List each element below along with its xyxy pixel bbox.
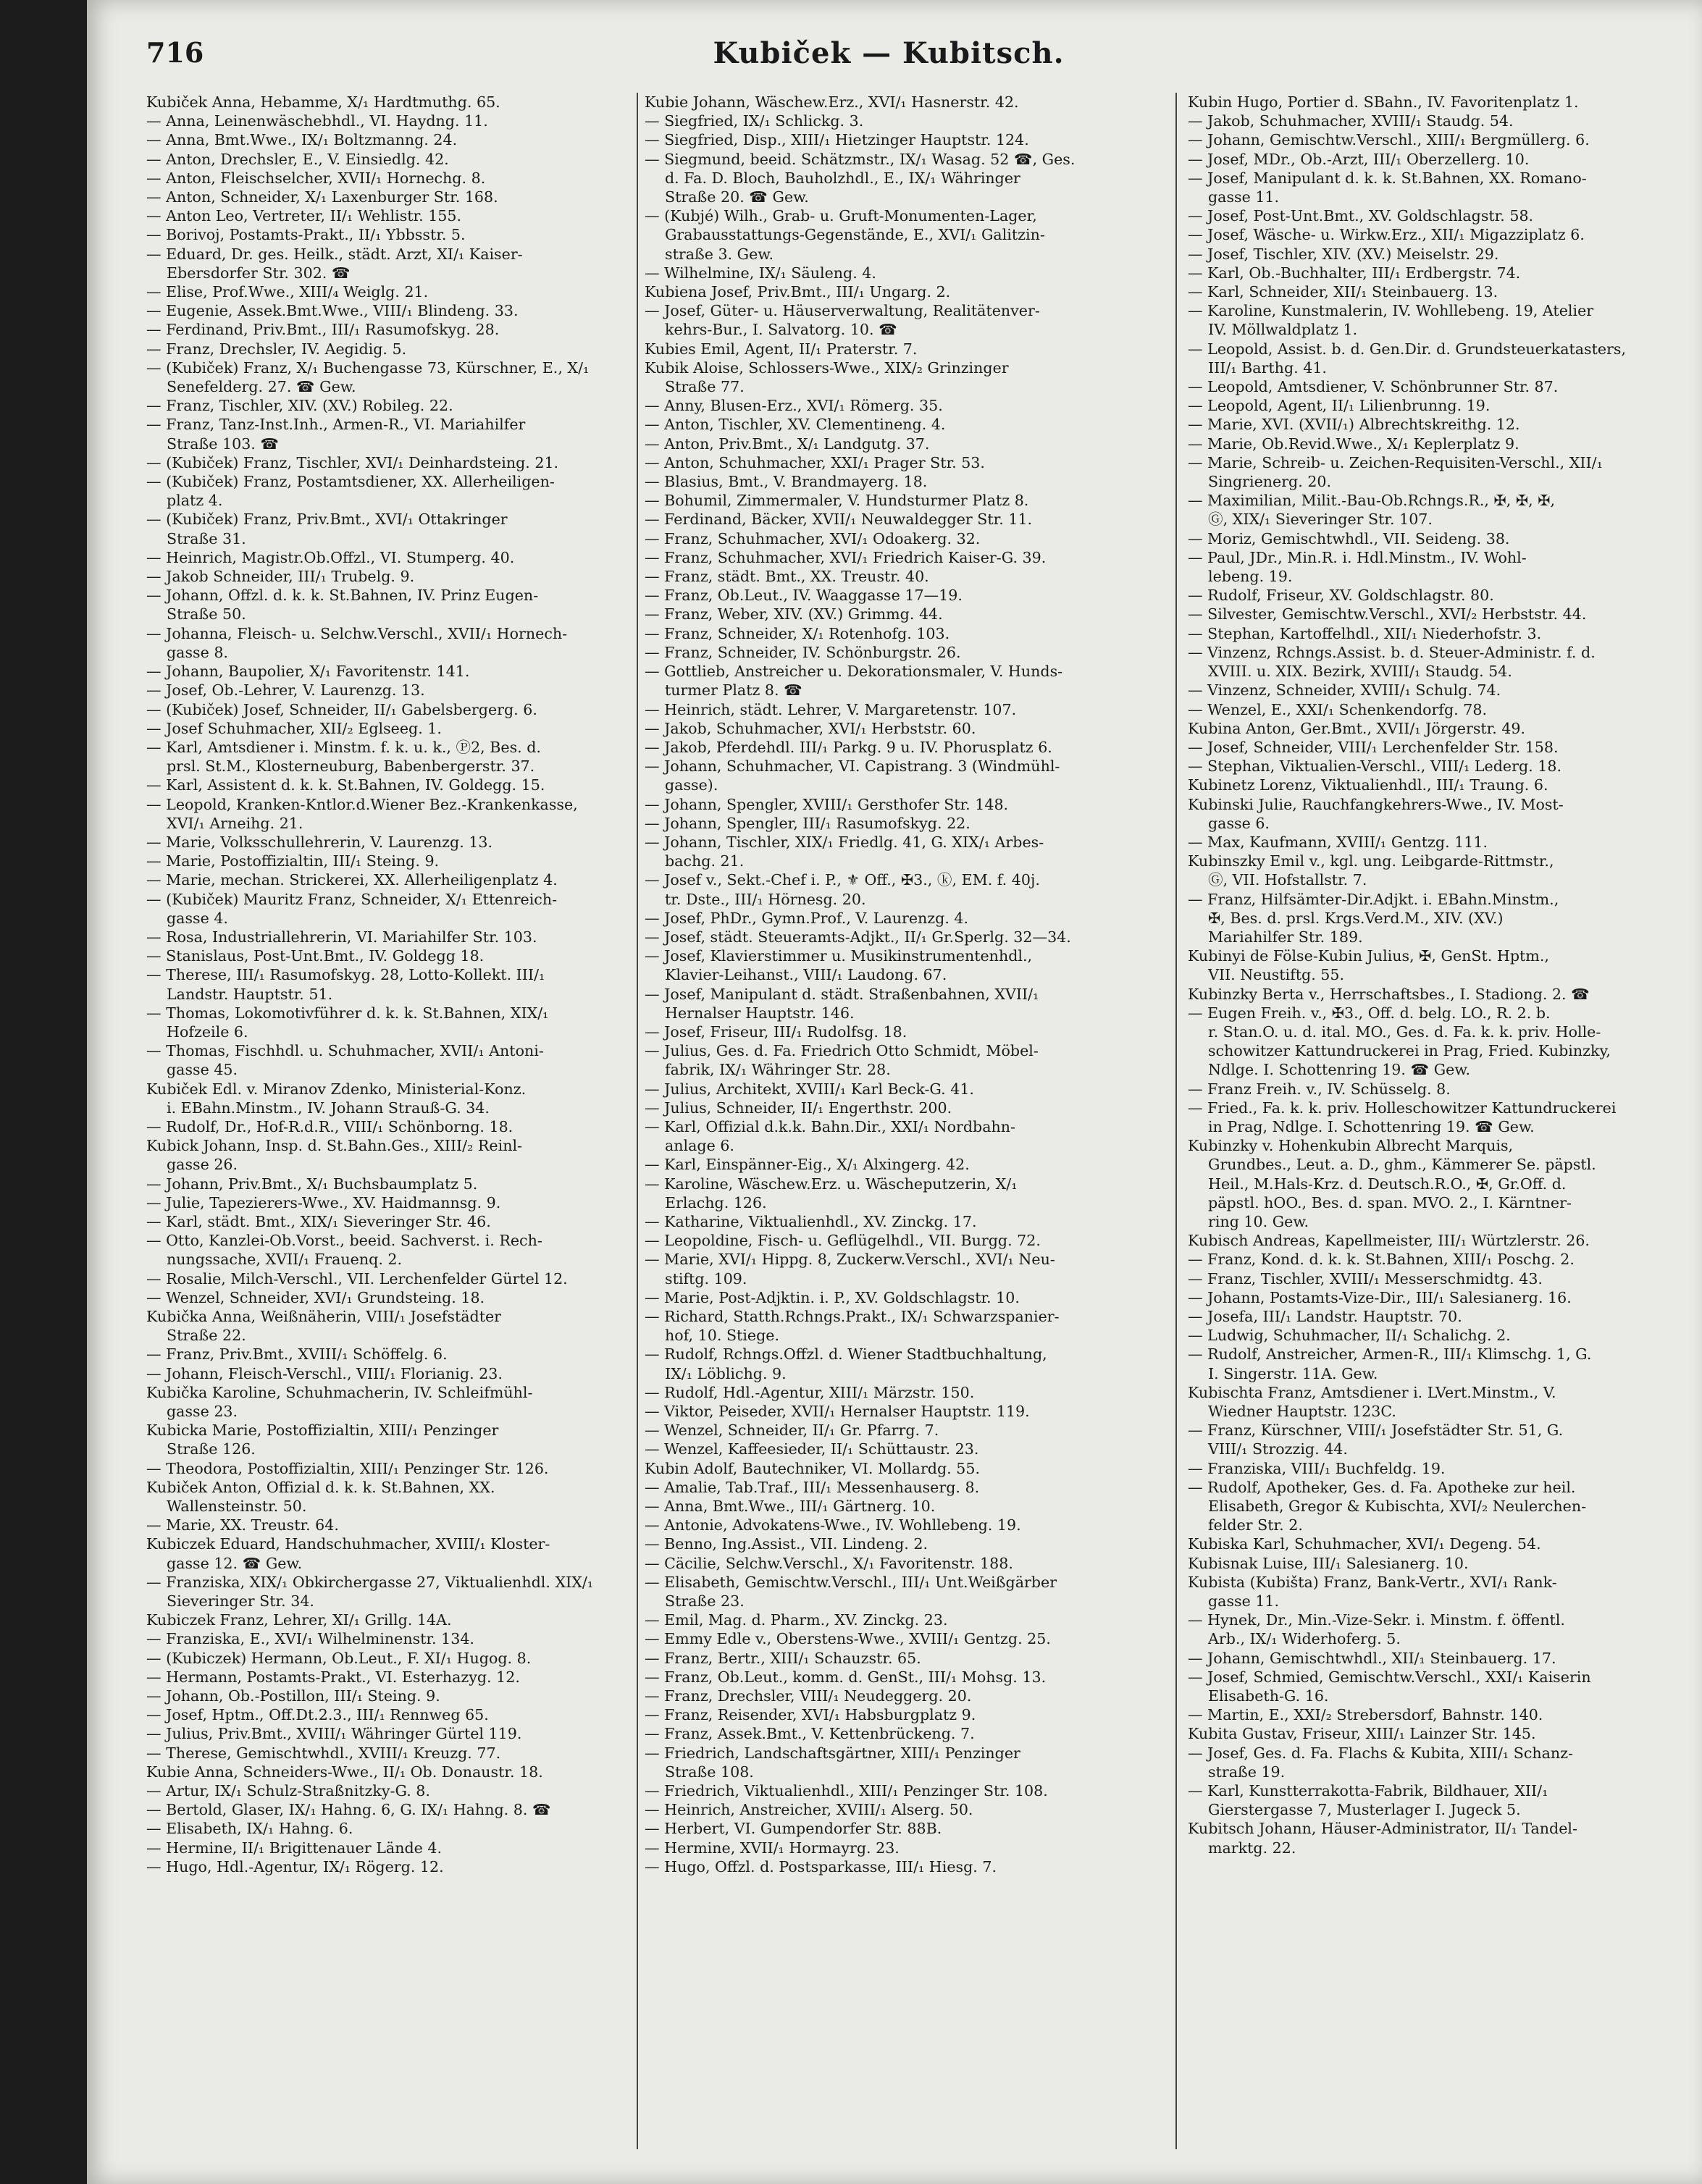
directory-entry-line: — Marie, Postoffizialtin, III/₁ Steing. 9. <box>146 852 440 870</box>
directory-entry-line: — Johann, Spengler, III/₁ Rasumofskyg. 22. <box>645 814 971 832</box>
entry-continuation-line: gasse 12. ☎ Gew. <box>167 1554 303 1572</box>
directory-entry-line: — Siegfried, IX/₁ Schlickg. 3. <box>645 112 864 130</box>
directory-entry-line: — Borivoj, Postamts-Prakt., II/₁ Ybbsstr. 5. <box>146 226 466 244</box>
directory-entry-line: — Anton Leo, Vertreter, II/₁ Wehlistr. 155. <box>146 207 462 225</box>
directory-entry-line: — Karl, Assistent d. k. k. St.Bahnen, IV. Goldegg. 15. <box>146 776 545 794</box>
entry-continuation-line: d. Fa. D. Bloch, Bauholzhdl., E., IX/₁ Währinger <box>665 169 1020 187</box>
directory-entry-line: — Franz, Schuhmacher, XVI/₁ Odoakerg. 32. <box>645 529 981 547</box>
directory-entry-line: — Bertold, Glaser, IX/₁ Hahng. 6, G. IX/₁ Hahng. 8. ☎ <box>146 1801 551 1819</box>
directory-entry-line: — Franz Freih. v., IV. Schüsselg. 8. <box>1188 1080 1451 1098</box>
directory-entry-line: — Wenzel, Schneider, II/₁ Gr. Pfarrg. 7. <box>645 1421 939 1440</box>
directory-entry-line: — Marie, XX. Treustr. 64. <box>146 1516 339 1534</box>
directory-entry-line: — Josef, PhDr., Gymn.Prof., V. Laurenzg. 4. <box>645 909 969 927</box>
directory-entry-line: — Rudolf, Anstreicher, Armen-R., III/₁ Klimschg. 1, G. <box>1188 1345 1592 1364</box>
directory-entry-line: — Anton, Schneider, X/₁ Laxenburger Str. 168. <box>146 188 498 206</box>
directory-entry-line: — Artur, IX/₁ Schulz-Straßnitzky-G. 8. <box>146 1782 430 1800</box>
directory-entry-line: — Ferdinand, Priv.Bmt., III/₁ Rasumofskyg. 28. <box>146 321 500 339</box>
directory-entry-line: — Vinzenz, Rchngs.Assist. b. d. Steuer-Administr. f. d. <box>1188 643 1596 661</box>
directory-entry-line: — Franz, Ob.Leut., IV. Waaggasse 17—19. <box>645 587 963 605</box>
directory-entry-line: — Benno, Ing.Assist., VII. Lindeng. 2. <box>645 1535 928 1553</box>
directory-entry-line: Kubie Anna, Schneiders-Wwe., II/₁ Ob. Donaustr. 18. <box>146 1763 543 1781</box>
directory-entry-line: — (Kubiček) Franz, Postamtsdiener, XX. Allerheiligen- <box>146 473 555 491</box>
directory-entry-line: — Paul, JDr., Min.R. i. Hdl.Minstm., IV. Wohl- <box>1188 548 1527 566</box>
directory-entry-line: — (Kubiček) Mauritz Franz, Schneider, X/₁ Ettenreich- <box>146 890 558 908</box>
directory-entry-line: Kubiček Anna, Hebamme, X/₁ Hardtmuthg. 65. <box>146 93 500 111</box>
entry-continuation-line: Erlachg. 126. <box>665 1193 767 1211</box>
directory-entry-line: — Franziska, E., XVI/₁ Wilhelminenstr. 134. <box>146 1630 474 1648</box>
directory-entry-line: — Karl, Ob.-Buchhalter, III/₁ Erdbergstr. 74. <box>1188 264 1521 282</box>
directory-entry-line: Kubiena Josef, Priv.Bmt., III/₁ Ungarg. 2. <box>645 283 951 301</box>
directory-entry-line: — Johann, Spengler, XVIII/₁ Gersthofer Str. 148. <box>645 795 1009 813</box>
entry-continuation-line: Arb., IX/₁ Widerhoferg. 5. <box>1208 1630 1401 1648</box>
directory-entry-line: — Anny, Blusen-Erz., XVI/₁ Römerg. 35. <box>645 397 943 415</box>
directory-entry-line: — Franz, Kürschner, VIII/₁ Josefstädter Str. 51, G. <box>1188 1421 1564 1440</box>
entry-continuation-line: straße 3. Gew. <box>665 245 774 263</box>
directory-entry-line: — Heinrich, Magistr.Ob.Offzl., VI. Stumperg. 40. <box>146 548 515 566</box>
directory-entry-line: — Franz, Priv.Bmt., XVIII/₁ Schöffelg. 6. <box>146 1345 448 1364</box>
directory-entry-line: — Leopold, Amtsdiener, V. Schönbrunner Str. 87. <box>1188 378 1559 396</box>
entry-continuation-line: gasse 23. <box>167 1403 238 1421</box>
directory-entry-line: — Josef, Güter- u. Häuserverwaltung, Realitätenver- <box>645 302 1040 320</box>
column-divider <box>1175 93 1177 2149</box>
entry-continuation-line: IV. Möllwaldplatz 1. <box>1208 321 1358 339</box>
entry-continuation-line: Straße 50. <box>167 605 246 623</box>
directory-entry-line: Kubiček Anton, Offizial d. k. k. St.Bahnen, XX. <box>146 1478 495 1496</box>
directory-entry-line: — Josef, Schmied, Gemischtw.Verschl., XXI/₁ Kaiserin <box>1188 1668 1591 1686</box>
directory-entry-line: — Franz, Weber, XIV. (XV.) Grimmg. 44. <box>645 605 943 623</box>
directory-entry-line: — Franz, Schneider, IV. Schönburgstr. 26. <box>645 643 961 661</box>
directory-entry-line: — Hynek, Dr., Min.-Vize-Sekr. i. Minstm. f. öffentl. <box>1188 1611 1565 1629</box>
directory-entry-line: — Marie, Volksschullehrerin, V. Laurenzg. 13. <box>146 833 493 851</box>
directory-entry-line: — Johanna, Fleisch- u. Selchw.Verschl., XVII/₁ Hornech- <box>146 624 568 642</box>
entry-continuation-line: Ebersdorfer Str. 302. ☎ <box>167 264 351 282</box>
directory-entry-line: — Leopold, Assist. b. d. Gen.Dir. d. Grundsteuerkatasters, <box>1188 340 1627 358</box>
entry-continuation-line: fabrik, IX/₁ Währinger Str. 28. <box>665 1061 891 1079</box>
directory-entry-line: — Josefa, III/₁ Landstr. Hauptstr. 70. <box>1188 1308 1462 1325</box>
directory-entry-line: — Thomas, Fischhdl. u. Schuhmacher, XVII/₁ Antoni- <box>146 1042 544 1060</box>
directory-entry-line: Kubita Gustav, Friseur, XIII/₁ Lainzer Str. 145. <box>1188 1725 1536 1743</box>
directory-entry-line: — Karoline, Kunstmalerin, IV. Wohllebeng. 19, Atelier <box>1188 302 1594 320</box>
entry-continuation-line: marktg. 22. <box>1208 1839 1296 1857</box>
directory-entry-line: — Eugen Freih. v., ✠3., Off. d. belg. LO., R. 2. b. <box>1188 1004 1551 1022</box>
directory-entry-line: — Hugo, Hdl.-Agentur, IX/₁ Rögerg. 12. <box>146 1857 444 1876</box>
directory-entry-line: — Marie, Ob.Revid.Wwe., X/₁ Keplerplatz 9. <box>1188 434 1519 453</box>
directory-entry-line: Kubiček Edl. v. Miranov Zdenko, Ministerial-Konz. <box>146 1080 527 1098</box>
directory-entry-line: — Vinzenz, Schneider, XVIII/₁ Schulg. 74. <box>1188 681 1501 700</box>
directory-entry-line: — Franziska, XIX/₁ Obkirchergasse 27, Viktualienhdl. XIX/₁ <box>146 1573 594 1591</box>
entry-continuation-line: anlage 6. <box>665 1137 734 1155</box>
directory-entry-line: — Josef, Wäsche- u. Wirkw.Erz., XII/₁ Migazziplatz 6. <box>1188 226 1585 244</box>
directory-entry-line: — Wenzel, Kaffeesieder, II/₁ Schüttaustr. 23. <box>645 1440 979 1458</box>
directory-entry-line: — Eugenie, Assek.Bmt.Wwe., VIII/₁ Blindeng. 33. <box>146 302 519 320</box>
directory-entry-line: — Josef, MDr., Ob.-Arzt, III/₁ Oberzellerg. 10. <box>1188 150 1530 168</box>
directory-entry-line: — Rudolf, Dr., Hof-R.d.R., VIII/₁ Schönborng. 18. <box>146 1117 513 1135</box>
directory-column-3 <box>1188 93 1688 2164</box>
directory-entry-line: — Otto, Kanzlei-Ob.Vorst., beeid. Sachverst. i. Rech- <box>146 1232 542 1250</box>
directory-entry-line: Kubiczek Franz, Lehrer, XI/₁ Grillg. 14A. <box>146 1611 452 1629</box>
directory-entry-line: — Josef v., Sekt.-Chef i. P., ⚜ Off., ✠3., ⓚ, EM. f. 40j. <box>645 871 1040 889</box>
directory-entry-line: — Anna, Bmt.Wwe., III/₁ Gärtnerg. 10. <box>645 1498 936 1516</box>
entry-continuation-line: Ⓖ, VII. Hofstallstr. 7. <box>1208 871 1367 889</box>
directory-entry-line: — Blasius, Bmt., V. Brandmayerg. 18. <box>645 473 928 491</box>
directory-entry-line: — Ferdinand, Bäcker, XVII/₁ Neuwaldegger Str. 11. <box>645 511 1033 529</box>
entry-continuation-line: gasse 4. <box>167 909 228 927</box>
entry-continuation-line: straße 19. <box>1208 1763 1286 1781</box>
directory-entry-line: Kubisnak Luise, III/₁ Salesianerg. 10. <box>1188 1554 1469 1572</box>
directory-entry-line: — Marie, Schreib- u. Zeichen-Requisiten-Verschl., XII/₁ <box>1188 453 1603 471</box>
page-header <box>146 36 1631 87</box>
directory-entry-line: Kubinski Julie, Rauchfangkehrers-Wwe., IV. Most- <box>1188 795 1564 813</box>
entry-continuation-line: Straße 23. <box>665 1592 745 1610</box>
directory-entry-line: — Julius, Ges. d. Fa. Friedrich Otto Schmidt, Möbel- <box>645 1042 1039 1060</box>
directory-entry-line: — Moriz, Gemischtwhdl., VII. Seideng. 38. <box>1188 529 1510 547</box>
directory-entry-line: — Jakob Schneider, III/₁ Trubelg. 9. <box>146 568 415 586</box>
page-number: 716 <box>146 36 204 69</box>
directory-entry-line: — Franz, Kond. d. k. k. St.Bahnen, XIII/₁ Poschg. 2. <box>1188 1251 1575 1269</box>
entry-continuation-line: schowitzer Kattundruckerei in Prag, Fried. Kubinzky, <box>1208 1042 1611 1060</box>
directory-entry-line: — Karoline, Wäschew.Erz. u. Wäscheputzerin, X/₁ <box>645 1175 1018 1193</box>
directory-entry-line: Kubies Emil, Agent, II/₁ Praterstr. 7. <box>645 340 918 358</box>
directory-entry-line: — Franz, Tanz-Inst.Inh., Armen-R., VI. Mariahilfer <box>146 416 526 434</box>
entry-continuation-line: Hofzeile 6. <box>167 1022 248 1041</box>
directory-entry-line: — Karl, Kunstterrakotta-Fabrik, Bildhauer, XII/₁ <box>1188 1782 1548 1800</box>
directory-entry-line: — Fried., Fa. k. k. priv. Holleschowitzer Kattundruckerei <box>1188 1099 1617 1117</box>
directory-entry-line: — Josef, Ob.-Lehrer, V. Laurenzg. 13. <box>146 681 425 700</box>
directory-entry-line: — Max, Kaufmann, XVIII/₁ Gentzg. 111. <box>1188 833 1488 851</box>
entry-continuation-line: turmer Platz 8. ☎ <box>665 681 802 700</box>
directory-entry-line: — Hermine, II/₁ Brigittenauer Lände 4. <box>146 1839 443 1857</box>
entry-continuation-line: Straße 31. <box>167 529 246 547</box>
directory-entry-line: — Stanislaus, Post-Unt.Bmt., IV. Goldegg 18. <box>146 947 485 965</box>
directory-entry-line: — Siegmund, beeid. Schätzmstr., IX/₁ Wasag. 52 ☎, Ges. <box>645 150 1076 168</box>
directory-entry-line: Kubisch Andreas, Kapellmeister, III/₁ Würtzlerstr. 26. <box>1188 1232 1590 1250</box>
entry-continuation-line: Straße 22. <box>167 1327 246 1345</box>
entry-continuation-line: Heil., M.Hals-Krz. d. Deutsch.R.O., ✠, Gr.Off. d. <box>1208 1175 1567 1193</box>
directory-entry-line: — Siegfried, Disp., XIII/₁ Hietzinger Hauptstr. 124. <box>645 131 1029 149</box>
entry-continuation-line: VIII/₁ Strozzig. 44. <box>1208 1440 1348 1458</box>
directory-entry-line: — Bohumil, Zimmermaler, V. Hundsturmer Platz 8. <box>645 492 1029 510</box>
directory-entry-line: — Elisabeth, IX/₁ Hahng. 6. <box>146 1820 353 1838</box>
directory-entry-line: — Leopoldine, Fisch- u. Geflügelhdl., VII. Burgg. 72. <box>645 1232 1041 1250</box>
entry-continuation-line: Senefelderg. 27. ☎ Gew. <box>167 378 356 396</box>
directory-entry-line: — Thomas, Lokomotivführer d. k. k. St.Bahnen, XIX/₁ <box>146 1004 549 1022</box>
entry-continuation-line: kehrs-Bur., I. Salvatorg. 10. ☎ <box>665 321 897 339</box>
entry-continuation-line: gasse). <box>665 776 718 794</box>
directory-entry-line: — (Kubiček) Franz, Priv.Bmt., XVI/₁ Ottakringer <box>146 511 508 529</box>
directory-entry-line: — Herbert, VI. Gumpendorfer Str. 88B. <box>645 1820 942 1838</box>
entry-continuation-line: Landstr. Hauptstr. 51. <box>167 985 333 1003</box>
directory-entry-line: — Rudolf, Friseur, XV. Goldschlagstr. 80. <box>1188 587 1494 605</box>
entry-continuation-line: gasse 45. <box>167 1061 238 1079</box>
entry-continuation-line: ✠, Bes. d. prsl. Krgs.Verd.M., XIV. (XV.) <box>1208 909 1504 927</box>
entry-continuation-line: Ⓖ, XIX/₁ Sieveringer Str. 107. <box>1208 511 1433 529</box>
directory-entry-line: — Johann, Postamts-Vize-Dir., III/₁ Salesianerg. 16. <box>1188 1288 1572 1306</box>
directory-entry-line: — Josef, Manipulant d. k. k. St.Bahnen, XX. Romano- <box>1188 169 1587 187</box>
directory-entry-line: — Friedrich, Viktualienhdl., XIII/₁ Penzinger Str. 108. <box>645 1782 1048 1800</box>
directory-entry-line: Kubin Adolf, Bautechniker, VI. Mollardg. 55. <box>645 1459 981 1477</box>
directory-entry-line: — Friedrich, Landschaftsgärtner, XIII/₁ Penzinger <box>645 1744 1020 1762</box>
directory-entry-line: — Franz, Schuhmacher, XVI/₁ Friedrich Kaiser-G. 39. <box>645 548 1047 566</box>
directory-entry-line: Kubik Aloise, Schlossers-Wwe., XIX/₂ Grinzinger <box>645 358 1009 377</box>
directory-entry-line: — Franz, Tischler, XIV. (XV.) Robileg. 22. <box>146 397 453 415</box>
directory-entry-line: — Wilhelmine, IX/₁ Säuleng. 4. <box>645 264 876 282</box>
directory-entry-line: Kubista (Kubišta) Franz, Bank-Vertr., XVI/₁ Rank- <box>1188 1573 1557 1591</box>
directory-entry-line: — Antonie, Advokatens-Wwe., IV. Wohllebeng. 19. <box>645 1516 1021 1534</box>
directory-entry-line: — Anna, Leinenwäschebhdl., VI. Haydng. 11. <box>146 112 488 130</box>
directory-entry-line: — Jakob, Schuhmacher, XVIII/₁ Staudg. 54. <box>1188 112 1514 130</box>
entry-continuation-line: Singrienerg. 20. <box>1208 473 1332 491</box>
entry-continuation-line: nungssache, XVII/₁ Frauenq. 2. <box>167 1251 403 1269</box>
entry-continuation-line: Grabausstattungs-Gegenstände, E., XVI/₁ Galitzin- <box>665 226 1045 244</box>
entry-continuation-line: IX/₁ Löblichg. 9. <box>665 1364 787 1382</box>
directory-entry-line: — Franz, Schneider, X/₁ Rotenhofg. 103. <box>645 624 950 642</box>
directory-entry-line: — Franz, Reisender, XVI/₁ Habsburgplatz 9. <box>645 1706 976 1724</box>
directory-entry-line: — Therese, Gemischtwhdl., XVIII/₁ Kreuzg. 77. <box>146 1744 501 1762</box>
directory-entry-line: — Josef, städt. Steueramts-Adjkt., II/₁ Gr.Sperlg. 32—34. <box>645 928 1071 946</box>
directory-entry-line: — Elise, Prof.Wwe., XIII/₄ Weiglg. 21. <box>146 283 429 301</box>
entry-continuation-line: tr. Dste., III/₁ Hörnesg. 20. <box>665 890 866 908</box>
entry-continuation-line: Elisabeth, Gregor & Kubischta, XVI/₂ Neulerchen- <box>1208 1498 1587 1516</box>
entry-continuation-line: Wallensteinstr. 50. <box>167 1498 307 1516</box>
entry-continuation-line: gasse 11. <box>1208 188 1280 206</box>
directory-entry-line: — Johann, Gemischtwhdl., XII/₁ Steinbauerg. 17. <box>1188 1649 1556 1667</box>
directory-entry-line: — (Kubiček) Franz, X/₁ Buchengasse 73, Kürschner, E., X/₁ <box>146 358 590 377</box>
entry-continuation-line: bachg. 21. <box>665 852 745 870</box>
entry-continuation-line: i. EBahn.Minstm., IV. Johann Strauß-G. 34. <box>167 1099 490 1117</box>
directory-entry-line: Kubinzky Berta v., Herrschaftsbes., I. Stadiong. 2. ☎ <box>1188 985 1590 1003</box>
directory-entry-line: — Marie, XVI. (XVII/₁) Albrechtskreithg. 12. <box>1188 416 1520 434</box>
directory-entry-line: — Julie, Tapezierers-Wwe., XV. Haidmannsg. 9. <box>146 1193 501 1211</box>
directory-entry-line: — Stephan, Viktualien-Verschl., VIII/₁ Lederg. 18. <box>1188 757 1561 776</box>
directory-entry-line: Kubinzky v. Hohenkubin Albrecht Marquis, <box>1188 1137 1514 1155</box>
directory-entry-line: — Marie, Post-Adjktin. i. P., XV. Goldschlagstr. 10. <box>645 1288 1020 1306</box>
directory-entry-line: — Franz, Ob.Leut., komm. d. GenSt., III/₁ Mohsg. 13. <box>645 1668 1047 1686</box>
entry-continuation-line: Gierstergasse 7, Musterlager I. Jugeck 5. <box>1208 1801 1521 1819</box>
entry-continuation-line: r. Stan.O. u. d. ital. MO., Ges. d. Fa. k. k. priv. Holle- <box>1208 1022 1601 1041</box>
entry-continuation-line: I. Singerstr. 11A. Gew. <box>1208 1364 1378 1382</box>
directory-entry-line: — Martin, E., XXI/₂ Strebersdorf, Bahnstr. 140. <box>1188 1706 1543 1724</box>
entry-continuation-line: Elisabeth-G. 16. <box>1208 1687 1329 1705</box>
directory-entry-line: — Karl, Schneider, XII/₁ Steinbauerg. 13. <box>1188 283 1498 301</box>
entry-continuation-line: gasse 26. <box>167 1156 238 1174</box>
directory-entry-line: — Johann, Fleisch-Verschl., VIII/₁ Florianig. 23. <box>146 1364 503 1382</box>
directory-entry-line: — Julius, Priv.Bmt., XVIII/₁ Währinger Gürtel 119. <box>146 1725 522 1743</box>
directory-entry-line: — Rudolf, Apotheker, Ges. d. Fa. Apotheke zur heil. <box>1188 1478 1576 1496</box>
directory-entry-line: — Julius, Architekt, XVIII/₁ Karl Beck-G. 41. <box>645 1080 974 1098</box>
directory-entry-line: Kubick Johann, Insp. d. St.Bahn.Ges., XIII/₂ Reinl- <box>146 1137 523 1155</box>
entry-continuation-line: XVIII. u. XIX. Bezirk, XVIII/₁ Staudg. 54. <box>1208 663 1512 681</box>
directory-entry-line: — Heinrich, städt. Lehrer, V. Margaretenstr. 107. <box>645 700 1017 718</box>
directory-entry-line: Kubinyi de Fölse-Kubin Julius, ✠, GenSt. Hptm., <box>1188 947 1549 965</box>
directory-entry-line: — Johann, Baupolier, X/₁ Favoritenstr. 141. <box>146 663 470 681</box>
directory-entry-line: — Leopold, Kranken-Kntlor.d.Wiener Bez.-Krankenkasse, <box>146 795 578 813</box>
directory-entry-line: — Anton, Priv.Bmt., X/₁ Landgutg. 37. <box>645 434 930 453</box>
directory-entry-line: — Ludwig, Schuhmacher, II/₁ Schalichg. 2. <box>1188 1327 1511 1345</box>
entry-continuation-line: Straße 77. <box>665 378 745 396</box>
entry-continuation-line: platz 4. <box>167 492 223 510</box>
directory-entry-line: Kubiska Karl, Schuhmacher, XVI/₁ Degeng. 54. <box>1188 1535 1541 1553</box>
directory-entry-line: — Johann, Offzl. d. k. k. St.Bahnen, IV. Prinz Eugen- <box>146 587 539 605</box>
directory-entry-line: — Franz, Assek.Bmt., V. Kettenbrückeng. 7. <box>645 1725 975 1743</box>
directory-entry-line: — Karl, städt. Bmt., XIX/₁ Sieveringer Str. 46. <box>146 1212 491 1230</box>
directory-entry-line: — Emil, Mag. d. Pharm., XV. Zinckg. 23. <box>645 1611 948 1629</box>
entry-continuation-line: Straße 103. ☎ <box>167 434 280 453</box>
directory-entry-line: — Josef, Klavierstimmer u. Musikinstrumentenhdl., <box>645 947 1033 965</box>
directory-entry-line: — Franz, Bertr., XIII/₁ Schauzstr. 65. <box>645 1649 921 1667</box>
directory-entry-line: Kubitsch Johann, Häuser-Administrator, II/₁ Tandel- <box>1188 1820 1577 1838</box>
directory-entry-line: — Anna, Bmt.Wwe., IX/₁ Boltzmanng. 24. <box>146 131 458 149</box>
entry-continuation-line: in Prag, Ndlge. I. Schottenring 19. ☎ Gew. <box>1208 1117 1535 1135</box>
directory-entry-line: Kubischta Franz, Amtsdiener i. LVert.Minstm., V. <box>1188 1383 1556 1401</box>
entry-continuation-line: Wiedner Hauptstr. 123C. <box>1208 1403 1396 1421</box>
entry-continuation-line: ring 10. Gew. <box>1208 1212 1309 1230</box>
directory-entry-line: — Therese, III/₁ Rasumofskyg. 28, Lotto-Kollekt. III/₁ <box>146 966 545 984</box>
directory-entry-line: Kubie Johann, Wäschew.Erz., XVI/₁ Hasnerstr. 42. <box>645 93 1019 111</box>
directory-entry-line: Kubička Karoline, Schuhmacherin, IV. Schleifmühl- <box>146 1383 533 1401</box>
directory-entry-line: — Richard, Statth.Rchngs.Prakt., IX/₁ Schwarzspanier- <box>645 1308 1060 1325</box>
entry-continuation-line: Hernalser Hauptstr. 146. <box>665 1004 855 1022</box>
directory-entry-line: — Franziska, VIII/₁ Buchfeldg. 19. <box>1188 1459 1446 1477</box>
directory-entry-line: — Hugo, Offzl. d. Postsparkasse, III/₁ Hiesg. 7. <box>645 1857 997 1876</box>
directory-entry-line: — Karl, Offizial d.k.k. Bahn.Dir., XXI/₁ Nordbahn- <box>645 1117 1015 1135</box>
directory-entry-line: — Rudolf, Hdl.-Agentur, XIII/₁ Märzstr. 150. <box>645 1383 975 1401</box>
entry-continuation-line: Straße 126. <box>167 1440 256 1458</box>
directory-entry-line: — Franz, Drechsler, IV. Aegidig. 5. <box>146 340 407 358</box>
directory-entry-line: — Silvester, Gemischtw.Verschl., XVI/₂ Herbststr. 44. <box>1188 605 1587 623</box>
directory-entry-line: — Stephan, Kartoffelhdl., XII/₁ Niederhofstr. 3. <box>1188 624 1542 642</box>
directory-entry-line: — (Kubjé) Wilh., Grab- u. Gruft-Monumenten-Lager, <box>645 207 1037 225</box>
page-title: Kubiček — Kubitsch. <box>713 36 1065 70</box>
directory-column-1 <box>146 93 646 2164</box>
directory-entry-line: — Heinrich, Anstreicher, XVIII/₁ Alserg. 50. <box>645 1801 973 1819</box>
directory-entry-line: — Josef, Schneider, VIII/₁ Lerchenfelder Str. 158. <box>1188 738 1559 756</box>
directory-entry-line: — Theodora, Postoffizialtin, XIII/₁ Penzinger Str. 126. <box>146 1459 549 1477</box>
directory-entry-line: — Franz, Drechsler, VIII/₁ Neudeggerg. 20. <box>645 1687 972 1705</box>
directory-entry-line: — Josef, Friseur, III/₁ Rudolfsg. 18. <box>645 1022 907 1041</box>
directory-entry-line: — Johann, Schuhmacher, VI. Capistrang. 3 (Windmühl- <box>645 757 1060 776</box>
directory-entry-line: — Viktor, Peiseder, XVII/₁ Hernalser Hauptstr. 119. <box>645 1403 1030 1421</box>
directory-entry-line: — (Kubiček) Franz, Tischler, XVI/₁ Deinhardsteing. 21. <box>146 453 559 471</box>
directory-entry-line: — Emmy Edle v., Oberstens-Wwe., XVIII/₁ Gentzg. 25. <box>645 1630 1051 1648</box>
directory-entry-line: — Anton, Drechsler, E., V. Einsiedlg. 42. <box>146 150 449 168</box>
directory-entry-line: — Karl, Einspänner-Eig., X/₁ Alxingerg. 42. <box>645 1156 970 1174</box>
directory-entry-line: — Rosa, Industriallehrerin, VI. Mariahilfer Str. 103. <box>146 928 537 946</box>
entry-continuation-line: Ndlge. I. Schottenring 19. ☎ Gew. <box>1208 1061 1471 1079</box>
directory-entry-line: — Karl, Amtsdiener i. Minstm. f. k. u. k., Ⓟ2, Bes. d. <box>146 738 541 756</box>
directory-entry-line: — Hermine, XVII/₁ Hormayrg. 23. <box>645 1839 900 1857</box>
directory-entry-line: Kubinetz Lorenz, Viktualienhdl., III/₁ Traung. 6. <box>1188 776 1548 794</box>
directory-entry-line: — Anton, Tischler, XV. Clementineng. 4. <box>645 416 946 434</box>
directory-entry-line: Kubicka Marie, Postoffizialtin, XIII/₁ Penzinger <box>146 1421 499 1440</box>
directory-entry-line: — Anton, Fleischselcher, XVII/₁ Hornechg. 8. <box>146 169 486 187</box>
directory-entry-line: — (Kubiček) Josef, Schneider, II/₁ Gabelsbergerg. 6. <box>146 700 537 718</box>
entry-continuation-line: hof, 10. Stiege. <box>665 1327 780 1345</box>
directory-column-2 <box>645 93 1163 2164</box>
directory-entry-line: — (Kubiczek) Hermann, Ob.Leut., F. XI/₁ Hugog. 8. <box>146 1649 532 1667</box>
directory-entry-line: Kubina Anton, Ger.Bmt., XVII/₁ Jörgerstr. 49. <box>1188 719 1526 737</box>
directory-entry-line: — Jakob, Pferdehdl. III/₁ Parkg. 9 u. IV. Phorusplatz 6. <box>645 738 1052 756</box>
directory-entry-line: — Katharine, Viktualienhdl., XV. Zinckg. 17. <box>645 1212 977 1230</box>
directory-entry-line: — Eduard, Dr. ges. Heilk., städt. Arzt, XI/₁ Kaiser- <box>146 245 523 263</box>
directory-entry-line: — Elisabeth, Gemischtw.Verschl., III/₁ Unt.Weißgärber <box>645 1573 1057 1591</box>
directory-entry-line: — Cäcilie, Selchw.Verschl., X/₁ Favoritenstr. 188. <box>645 1554 1013 1572</box>
directory-entry-line: — Rudolf, Rchngs.Offzl. d. Wiener Stadtbuchhaltung, <box>645 1345 1047 1364</box>
directory-entry-line: — Wenzel, Schneider, XVI/₁ Grundsteing. 18. <box>146 1288 485 1306</box>
directory-entry-line: — Marie, XVI/₁ Hippg. 8, Zuckerw.Verschl., XVI/₁ Neu- <box>645 1251 1055 1269</box>
directory-entry-line: Kubička Anna, Weißnäherin, VIII/₁ Josefstädter <box>146 1308 502 1325</box>
directory-entry-line: — Amalie, Tab.Traf., III/₁ Messenhauserg. 8. <box>645 1478 980 1496</box>
directory-entry-line: — Josef Schuhmacher, XII/₂ Eglseeg. 1. <box>146 719 442 737</box>
directory-entry-line: — Josef, Hptm., Off.Dt.2.3., III/₁ Rennweg 65. <box>146 1706 489 1724</box>
entry-continuation-line: prsl. St.M., Klosterneuburg, Babenbergerstr. 37. <box>167 757 535 776</box>
directory-entry-line: — Johann, Gemischtw.Verschl., XIII/₁ Bergmüllerg. 6. <box>1188 131 1590 149</box>
directory-entry-line: — Johann, Ob.-Postillon, III/₁ Steing. 9. <box>146 1687 440 1705</box>
directory-entry-line: — Johann, Priv.Bmt., X/₁ Buchsbaumplatz 5. <box>146 1175 478 1193</box>
directory-entry-line: — Maximilian, Milit.-Bau-Ob.Rchngs.R., ✠, ✠, ✠, <box>1188 492 1556 510</box>
directory-entry-line: — Julius, Schneider, II/₁ Engerthstr. 200. <box>645 1099 952 1117</box>
entry-continuation-line: Straße 108. <box>665 1763 754 1781</box>
directory-entry-line: — Marie, mechan. Strickerei, XX. Allerheiligenplatz 4. <box>146 871 558 889</box>
entry-continuation-line: gasse 11. <box>1208 1592 1280 1610</box>
directory-entry-line: Kubin Hugo, Portier d. SBahn., IV. Favoritenplatz 1. <box>1188 93 1579 111</box>
directory-entry-line: — Franz, Hilfsämter-Dir.Adjkt. i. EBahn.Minstm., <box>1188 890 1559 908</box>
directory-entry-line: — Johann, Tischler, XIX/₁ Friedlg. 41, G. XIX/₁ Arbes- <box>645 833 1044 851</box>
entry-continuation-line: XVI/₁ Arneihg. 21. <box>167 814 303 832</box>
directory-entry-line: Kubiczek Eduard, Handschuhmacher, XVIII/₁ Kloster- <box>146 1535 550 1553</box>
directory-entry-line: — Leopold, Agent, II/₁ Lilienbrunng. 19. <box>1188 397 1491 415</box>
directory-entry-line: — Hermann, Postamts-Prakt., VI. Esterhazyg. 12. <box>146 1668 520 1686</box>
entry-continuation-line: Grundbes., Leut. a. D., ghm., Kämmerer Se. päpstl. <box>1208 1156 1596 1174</box>
entry-continuation-line: gasse 8. <box>167 643 228 661</box>
directory-entry-line: — Josef, Tischler, XIV. (XV.) Meiselstr. 29. <box>1188 245 1499 263</box>
directory-entry-line: — Josef, Manipulant d. städt. Straßenbahnen, XVII/₁ <box>645 985 1039 1003</box>
directory-entry-line: — Anton, Schuhmacher, XXI/₁ Prager Str. 53. <box>645 453 985 471</box>
entry-continuation-line: VII. Neustiftg. 55. <box>1208 966 1345 984</box>
directory-entry-line: — Josef, Ges. d. Fa. Flachs & Kubita, XIII/₁ Schanz- <box>1188 1744 1573 1762</box>
entry-continuation-line: lebeng. 19. <box>1208 568 1293 586</box>
directory-entry-line: — Jakob, Schuhmacher, XVI/₁ Herbststr. 60. <box>645 719 976 737</box>
entry-continuation-line: III/₁ Barthg. 41. <box>1208 358 1327 377</box>
directory-entry-line: — Rosalie, Milch-Verschl., VII. Lerchenfelder Gürtel 12. <box>146 1269 568 1288</box>
directory-entry-line: Kubinszky Emil v., kgl. ung. Leibgarde-Rittmstr., <box>1188 852 1554 870</box>
entry-continuation-line: Mariahilfer Str. 189. <box>1208 928 1363 946</box>
directory-entry-line: — Gottlieb, Anstreicher u. Dekorationsmaler, V. Hunds- <box>645 663 1063 681</box>
entry-continuation-line: Klavier-Leihanst., VIII/₁ Laudong. 67. <box>665 966 947 984</box>
entry-continuation-line: Sieveringer Str. 34. <box>167 1592 314 1610</box>
entry-continuation-line: stiftg. 109. <box>665 1269 747 1288</box>
directory-entry-line: — Franz, städt. Bmt., XX. Treustr. 40. <box>645 568 929 586</box>
entry-continuation-line: felder Str. 2. <box>1208 1516 1303 1534</box>
entry-continuation-line: Straße 20. ☎ Gew. <box>665 188 809 206</box>
entry-continuation-line: päpstl. hOO., Bes. d. span. MVO. 2., I. Kärntner- <box>1208 1193 1572 1211</box>
directory-entry-line: — Josef, Post-Unt.Bmt., XV. Goldschlagstr. 58. <box>1188 207 1534 225</box>
directory-entry-line: — Wenzel, E., XXI/₁ Schenkendorfg. 78. <box>1188 700 1488 718</box>
entry-continuation-line: gasse 6. <box>1208 814 1270 832</box>
directory-entry-line: — Franz, Tischler, XVIII/₁ Messerschmidtg. 43. <box>1188 1269 1543 1288</box>
